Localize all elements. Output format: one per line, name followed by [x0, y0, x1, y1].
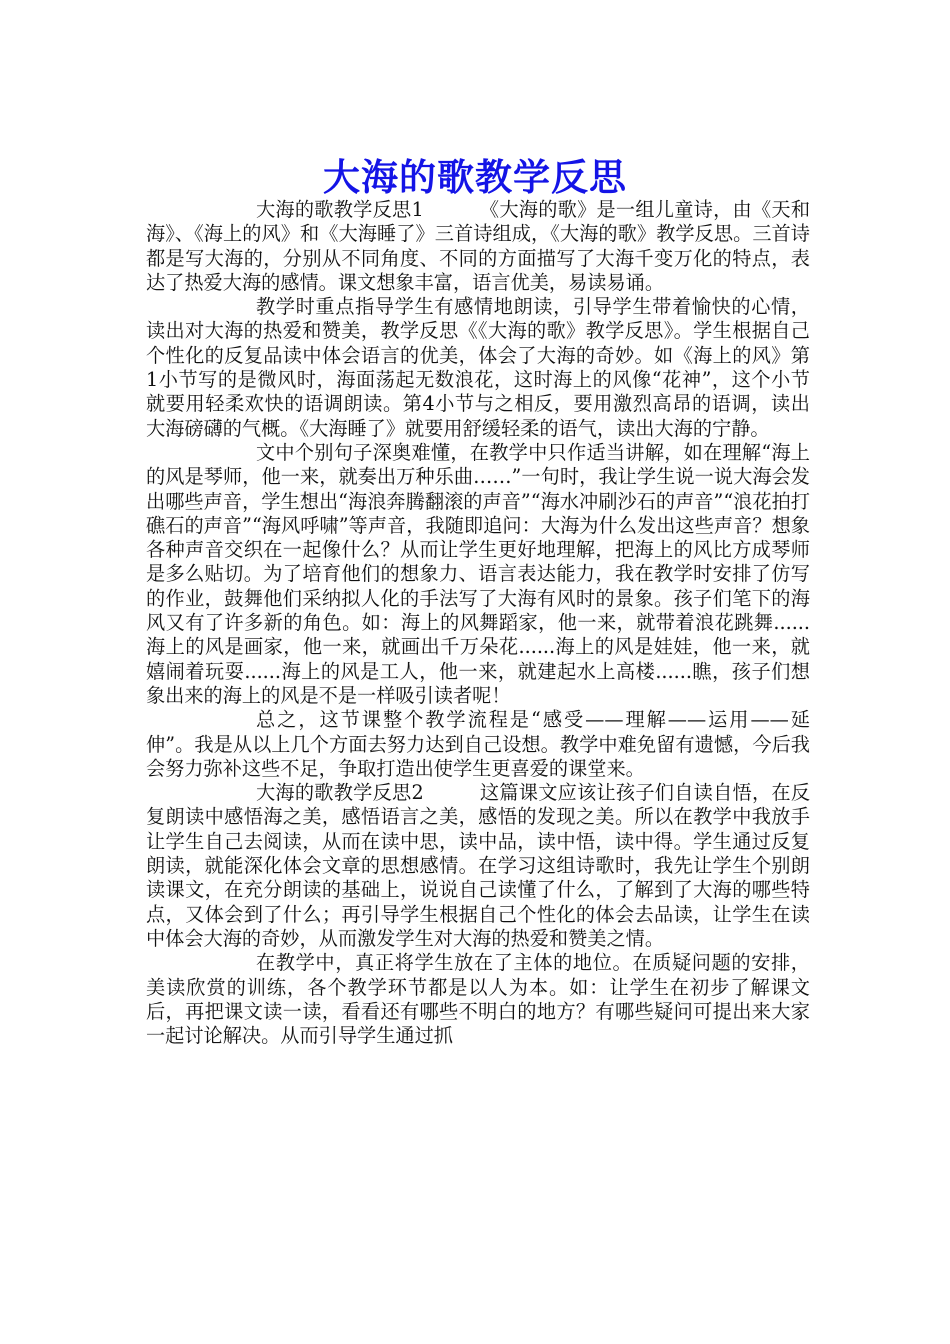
paragraph — [146, 708, 810, 781]
paragraph-text: 教学时重点指导学生有感情地朗读，引导学生带着愉快的心情，读出对大海的热爱和赞美，教学反思《《大海的歌》教学反思》。学生根据自己个性化的反复品读中体会语言的优美，体会了大海的奇妙。如《海上的风》第1小节写的是微风时，海面荡起无数浪花，这时海上的风像“花神”，这个小节就要用轻柔欢快的语调朗读。第4小节与之相反，要用激烈高昂的语调，读出大海磅礴的气概。《大海睡了》就要用舒缓轻柔的语气，读出大海的宁静。 — [146, 295, 810, 440]
paragraph-text: 在教学中，真正将学生放在了主体的地位。在质疑问题的安排，美读欣赏的训练，各个教学环节都是以人为本。如：让学生在初步了解课文后，再把课文读一读，看看还有哪些不明白的地方？有哪些疑问可提出来大家一起讨论解决。从而引导学生通过抓 — [146, 951, 810, 1048]
paragraph — [146, 198, 810, 295]
paragraph-text: 总之，这节课整个教学流程是“感受——理解——运用——延伸”。我是从以上几个方面去努力达到自己设想。教学中难免留有遗憾，今后我会努力弥补这些不足，争取打造出使学生更喜爱的课堂来。 — [146, 708, 810, 780]
paragraph-text: 《大海的歌》是一组儿童诗，由《天和海》、《海上的风》和《大海睡了》三首诗组成，《大海的歌》教学反思。三首诗都是写大海的，分别从不同角度、不同的方面描写了大海千变万化的特点，表达了热爱大海的感情。课文想象丰富，语言优美，易读易诵。 — [146, 198, 811, 294]
paragraph — [146, 781, 810, 951]
document-title: 大海的歌教学反思 — [323, 154, 627, 199]
paragraph-text: 文中个别句子深奥难懂，在教学中只作适当讲解，如在理解“海上的风是琴师，他一来，就奏出万种乐曲……”一句时，我让学生说一说大海会发出哪些声音，学生想出“海浪奔腾翻滚的声音”“海水冲刷沙石的声音”“浪花拍打礁石的声音”“海风呼啸”等声音，我随即追问：大海为什么发出这些声音？想象各种声音交织在一起像什么？从而让学生更好地理解，把海上的风比方成琴师是多么贴切。为了培育他们的想象力、语言表达能力，我在教学时安排了仿写的作业，鼓舞他们采纳拟人化的手法写了大海有风时的景象。孩子们笔下的海风又有了许多新的角色。如：海上的风舞蹈家，他一来，就带着浪花跳舞......海上的风是画家，他一来，就画出千万朵花......海上的风是娃娃，他一来，就嬉闹着玩耍......海上的风是工人，他一来，就建起水上高楼......瞧，孩子们想象出来的海上的风是不是一样吸引读者呢！ — [146, 440, 810, 707]
paragraph — [146, 295, 810, 441]
section-heading: 大海的歌教学反思1 — [256, 198, 424, 221]
paragraph — [146, 951, 810, 1048]
document-body — [146, 198, 810, 1048]
paragraph-text: 这篇课文应该让孩子们自读自悟，在反复朗读中感悟海之美，感悟语言之美，感悟的发现之美。所以在教学中我放手让学生自己去阅读，从而在读中思，读中品，读中悟，读中得。学生通过反复朗读，就能深化体会文章的思想感情。在学习这组诗歌时，我先让学生个别朗读课文，在充分朗读的基础上，说说自己读懂了什么，了解到了大海的哪些特点，又体会到了什么；再引导学生根据自己个性化的体会去品读，让学生在读中体会大海的奇妙，从而激发学生对大海的热爱和赞美之情。 — [146, 781, 811, 950]
paragraph — [146, 441, 810, 708]
section-heading: 大海的歌教学反思2 — [256, 781, 424, 805]
